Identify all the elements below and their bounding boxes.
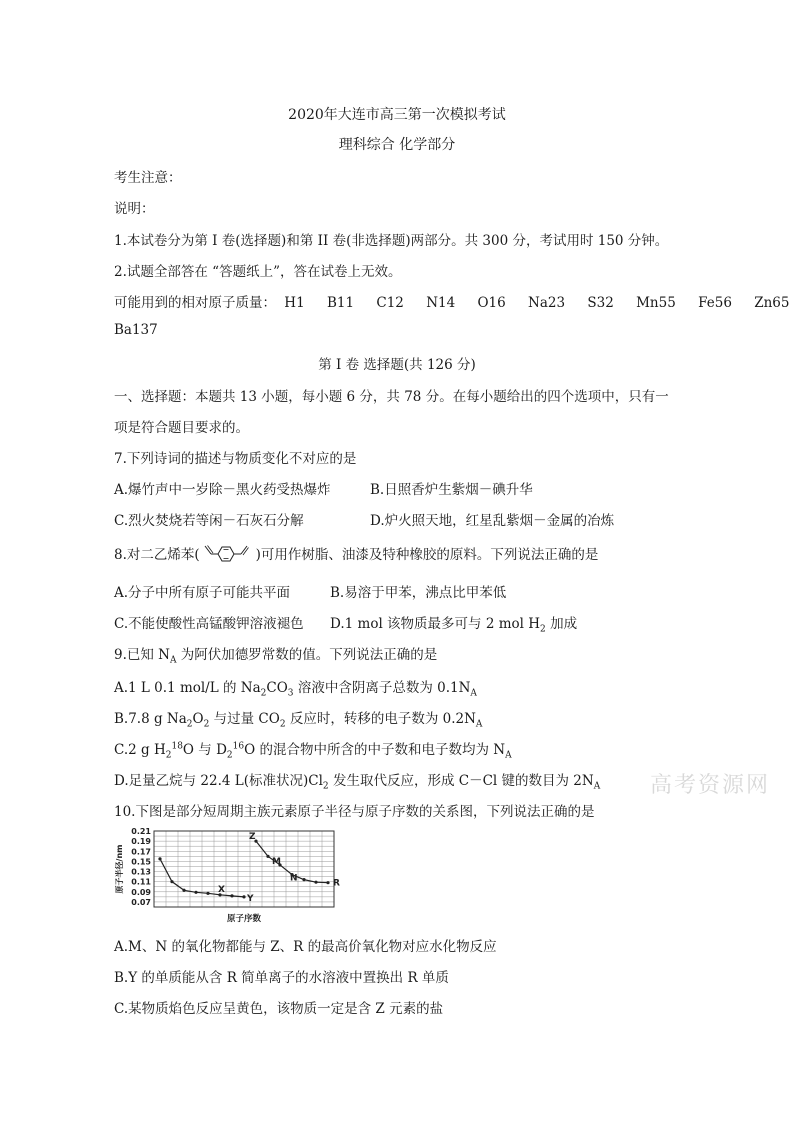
y-tick-label: 0.17 xyxy=(131,847,151,857)
point-label: M xyxy=(272,856,281,867)
text: A.1 L 0.1 mol/L 的 Na xyxy=(114,680,261,696)
section-heading: 第 I 卷 选择题(共 126 分) xyxy=(318,357,476,373)
data-point xyxy=(314,881,317,884)
q8-option-d xyxy=(330,612,577,635)
point-label: Y xyxy=(247,893,254,904)
sub: 3 xyxy=(287,688,294,699)
q7-option-d: D.炉火照天地，红星乱紫烟－金属的冶炼 xyxy=(370,513,615,529)
exam-subtitle: 理科综合 化学部分 xyxy=(338,137,456,153)
sup: 16 xyxy=(232,741,245,752)
atomic-mass: S32 xyxy=(587,295,614,311)
atomic-mass: Mn55 xyxy=(636,295,676,311)
notice-item-2: 2.试题全部答在 “答题纸上”，答在试卷上无效。 xyxy=(114,264,402,280)
attention-label: 考生注意： xyxy=(114,170,182,186)
data-point xyxy=(266,855,269,858)
text: CO xyxy=(266,680,288,696)
data-point xyxy=(302,878,305,881)
sub: A xyxy=(475,719,483,730)
q8-stem-before: 8.对二乙烯苯( xyxy=(114,547,200,563)
q10-option-b: B.Y 的单质能从含 R 简单离子的水溶液中置换出 R 单质 xyxy=(114,970,449,986)
atomic-mass: Na23 xyxy=(528,295,566,311)
q8-option-d-text: D.1 mol 该物质最多可与 2 mol H xyxy=(330,616,541,632)
y-tick-label: 0.07 xyxy=(131,897,151,907)
q8-stem xyxy=(114,543,598,565)
q8-option-a: A.分子中所有原子可能共平面 xyxy=(114,585,291,601)
point-label: Z xyxy=(249,832,256,843)
point-label: N xyxy=(290,873,298,884)
atomic-mass: H1 xyxy=(284,295,305,311)
x-axis-label: 原子序数 xyxy=(226,914,262,924)
point-label: R xyxy=(333,878,340,889)
q9-stem-text: 9.已知 N xyxy=(114,647,170,663)
explain-label: 说明： xyxy=(114,201,155,217)
text: C.2 g H xyxy=(114,742,166,758)
data-point xyxy=(194,891,197,894)
sub: A xyxy=(593,781,601,792)
q8-stem-after: )可用作树脂、油漆及特种橡胶的原料。下列说法正确的是 xyxy=(255,547,599,563)
y-tick-label: 0.13 xyxy=(131,867,151,877)
sup: 18 xyxy=(171,741,183,752)
text: 与过量 CO xyxy=(209,711,280,727)
divinylbenzene-structure-icon xyxy=(200,543,256,565)
data-point xyxy=(158,857,161,860)
y-tick-label: 0.15 xyxy=(131,857,151,867)
sub: 2 xyxy=(186,719,193,730)
text: 溶液中含阴离子总数为 0.1N xyxy=(293,680,471,696)
data-point xyxy=(182,889,185,892)
atomic-mass: Fe56 xyxy=(698,295,732,311)
text: 反应时，转移的电子数为 0.2N xyxy=(285,711,476,727)
point-label: X xyxy=(218,884,225,895)
notice-item-1: 1.本试卷分为第 I 卷(选择题)和第 II 卷(非选择题)两部分。共 300 分，考试用时 150 分钟。 xyxy=(114,233,669,249)
text: 发生取代反应，形成 C－Cl 键的数目为 2N xyxy=(328,773,594,789)
q7-option-c: C.烈火焚烧若等闲－石灰石分解 xyxy=(114,513,304,529)
q8-option-d-tail: 加成 xyxy=(545,616,578,632)
atomic-mass-label: 可能用到的相对原子质量： xyxy=(114,295,276,311)
q9-option-d xyxy=(114,769,600,792)
atomic-mass-row xyxy=(114,291,790,311)
exam-title: 2020年大连市高三第一次模拟考试 xyxy=(288,107,506,123)
q7-option-a: A.爆竹声中一岁除－黑火药受热爆炸 xyxy=(114,482,331,498)
sub: A xyxy=(470,688,477,699)
q10-stem: 10.下图是部分短周期主族元素原子半径与原子序数的关系图，下列说法正确的是 xyxy=(114,804,595,820)
q9-option-b xyxy=(114,707,482,730)
y-tick-label: 0.09 xyxy=(131,887,151,897)
atomic-mass: Zn65 xyxy=(754,295,790,311)
sub: 2 xyxy=(260,688,267,699)
atomic-mass: O16 xyxy=(477,295,506,311)
watermark: 高考资源网 xyxy=(650,773,771,798)
text: O xyxy=(192,711,204,727)
text: D.足量乙烷与 22.4 L(标准状况)Cl xyxy=(114,773,323,789)
sub: 2 xyxy=(322,781,329,792)
section-intro-line-1: 一、选择题：本题共 13 小题，每小题 6 分，共 78 分。在每小题给出的四个选项中，只有一 xyxy=(114,389,669,405)
atomic-mass: C12 xyxy=(376,295,404,311)
text: O 与 D xyxy=(182,742,227,758)
q9-stem-sub: A xyxy=(169,655,177,666)
q8-option-d-sub: 2 xyxy=(540,624,546,635)
data-point xyxy=(206,892,209,895)
atomic-radius-chart xyxy=(112,825,342,925)
sub: A xyxy=(505,750,512,761)
q10-option-c: C.某物质焰色反应呈黄色，该物质一定是含 Z 元素的盐 xyxy=(114,1001,444,1017)
text: B.7.8 g Na xyxy=(114,711,187,727)
q8-option-c: C.不能使酸性高锰酸钾溶液褪色 xyxy=(114,616,304,632)
data-point xyxy=(170,880,173,883)
data-point xyxy=(326,881,329,884)
q10-option-a: A.M、N 的氧化物都能与 Z、R 的最高价氧化物对应水化物反应 xyxy=(114,939,497,955)
atomic-mass-extra: Ba137 xyxy=(114,322,158,338)
q9-option-a xyxy=(114,676,477,699)
y-tick-label: 0.21 xyxy=(131,827,151,836)
q7-stem: 7.下列诗词的描述与物质变化不对应的是 xyxy=(114,451,357,467)
y-tick-label: 0.11 xyxy=(131,877,151,887)
sub: 2 xyxy=(165,750,172,761)
atomic-mass: B11 xyxy=(326,295,355,311)
y-tick-label: 0.19 xyxy=(131,837,151,847)
text: O 的混合物中所含的中子数和电子数均为 N xyxy=(244,742,506,758)
atomic-mass: N14 xyxy=(426,295,456,311)
data-point xyxy=(230,894,233,897)
sub: 2 xyxy=(226,750,233,761)
sub: 2 xyxy=(203,719,210,730)
q9-stem xyxy=(114,643,437,666)
q7-option-b: B.日照香炉生紫烟－碘升华 xyxy=(370,482,533,498)
q8-option-b: B.易溶于甲苯，沸点比甲苯低 xyxy=(330,585,507,601)
sub: 2 xyxy=(279,719,286,730)
y-axis-label: 原子半径/nm xyxy=(115,844,124,894)
q9-stem-tail: 为阿伏加德罗常数的值。下列说法正确的是 xyxy=(176,647,438,663)
data-point xyxy=(242,895,245,898)
section-intro-line-2: 项是符合题目要求的。 xyxy=(114,420,249,436)
q9-option-c xyxy=(114,738,512,761)
